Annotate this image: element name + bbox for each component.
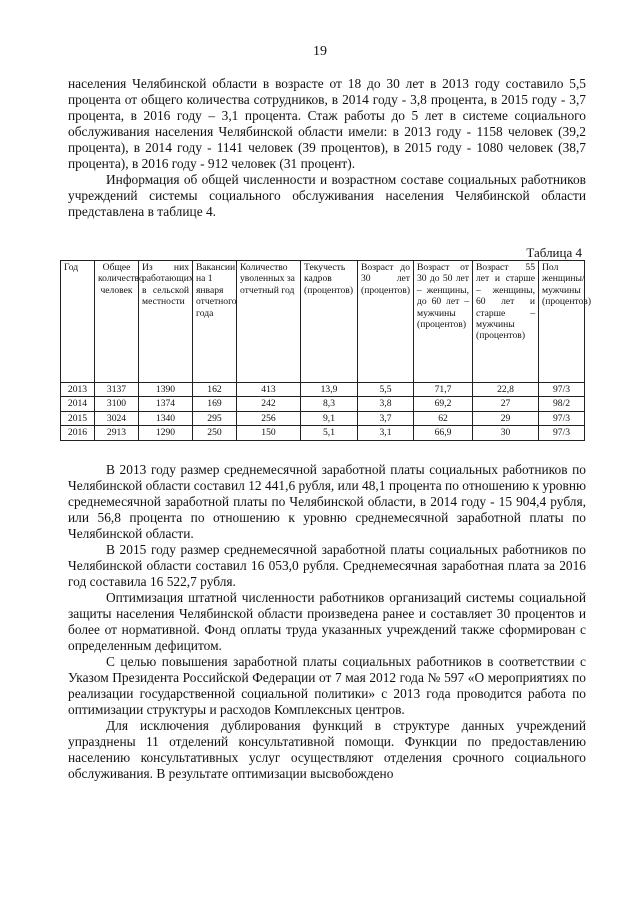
cell-dismissed: 256: [237, 411, 301, 425]
table-caption: Таблица 4: [526, 245, 582, 260]
cell-turnover: 9,1: [301, 411, 358, 425]
header-turnover: Текучесть кадров (процентов): [301, 261, 358, 383]
cell-age-30-50: 66,9: [414, 426, 473, 440]
cell-age-under-30: 3,8: [358, 397, 414, 411]
cell-rural: 1290: [139, 426, 193, 440]
cell-age-55-plus: 29: [473, 411, 539, 425]
cell-vacancies: 250: [193, 426, 237, 440]
cell-year: 2015: [61, 411, 95, 425]
cell-dismissed: 242: [237, 397, 301, 411]
cell-dismissed: 150: [237, 426, 301, 440]
cell-dismissed: 413: [237, 383, 301, 397]
cell-year: 2014: [61, 397, 95, 411]
cell-gender: 98/2: [539, 397, 585, 411]
header-age-under-30: Возраст до 30 лет (процентов): [358, 261, 414, 383]
header-rural: Из них работающих в сельской местности: [139, 261, 193, 383]
table-row: [61, 397, 585, 411]
cell-age-55-plus: 27: [473, 397, 539, 411]
header-dismissed: Количество уволенных за отчетный год: [237, 261, 301, 383]
cell-age-under-30: 3,1: [358, 426, 414, 440]
cell-turnover: 5,1: [301, 426, 358, 440]
cell-age-55-plus: 22,8: [473, 383, 539, 397]
staff-table: [60, 260, 592, 441]
header-year: Год: [61, 261, 95, 383]
cell-gender: 97/3: [539, 383, 585, 397]
cell-total: 3024: [95, 411, 139, 425]
cell-age-55-plus: 30: [473, 426, 539, 440]
cell-rural: 1374: [139, 397, 193, 411]
cell-vacancies: 295: [193, 411, 237, 425]
cell-gender: 97/3: [539, 411, 585, 425]
header-total: Общее количество человек: [95, 261, 139, 383]
paragraph-staff-optimization: Оптимизация штатной численности работников организаций системы социальной защиты населения Челябинской области произведена ранее и составляет 30 процентов и более от нормативной. Фонд оплаты труда указанных учреждений также сформирован с определенным дефицитом.: [68, 590, 586, 653]
paragraph-presidential-decree: С целью повышения заработной платы социальных работников в соответствии с Указом Президента Российской Федерации от 7 мая 2012 года № 597 «О мероприятиях по реализации государственной социальной политики» с 2013 года проводится работа по оптимизации структуры и расходов Комплексных центров.: [68, 654, 586, 717]
cell-total: 3100: [95, 397, 139, 411]
table-row: [61, 383, 585, 397]
paragraph-salary-2015-2016: В 2015 году размер среднемесячной заработной платы социальных работников по Челябинской области составил 16 053,0 рубля. Среднемесячная заработная плата за 2016 год составила 16 522,7 рубля.: [68, 542, 586, 589]
paragraph-continued: населения Челябинской области в возрасте от 18 до 30 лет в 2013 году составило 5,5 процента от общего количества сотрудников, в 2014 году - 3,8 процента, в 2015 году - 3,7 процента, в 2016 году – 3,1 процента. Стаж работы до 5 лет в системе социального обслуживания населения Челябинской области имели: в 2013 году - 1158 человек (39,2 процента), в 2014 году - 1141 человек (39 процентов), в 2015 году - 1080 человек (38,7 процента), в 2016 году - 912 человек (31 процент).: [68, 76, 586, 171]
intro-text: [68, 76, 586, 220]
main-text: [68, 462, 586, 782]
cell-rural: 1340: [139, 411, 193, 425]
cell-gender: 97/3: [539, 426, 585, 440]
cell-age-30-50: 69,2: [414, 397, 473, 411]
paragraph-table-intro: Информация об общей численности и возрастном составе социальных работников учреждений системы социального обслуживания населения Челябинской области представлена в таблице 4.: [68, 172, 586, 219]
cell-vacancies: 169: [193, 397, 237, 411]
table-row: [61, 426, 585, 440]
cell-total: 3137: [95, 383, 139, 397]
header-gender: Пол женщины/мужчины (процентов): [539, 261, 585, 383]
cell-turnover: 13,9: [301, 383, 358, 397]
table-row: [61, 411, 585, 425]
cell-age-30-50: 71,7: [414, 383, 473, 397]
paragraph-duplication: Для исключения дублирования функций в структуре данных учреждений упразднены 11 отделений консультативной помощи. Функции по предоставлению населению консультативных услуг осуществляют отделения срочного социального обслуживания. В результате оптимизации высвобождено: [68, 718, 586, 781]
cell-age-30-50: 62: [414, 411, 473, 425]
header-age-55-plus: Возраст 55 лет и старше – женщины, 60 лет и старше – мужчины (процентов): [473, 261, 539, 383]
header-vacancies: Вакансии на 1 января отчетного года: [193, 261, 237, 383]
table-header-row: [61, 261, 585, 383]
cell-turnover: 8,3: [301, 397, 358, 411]
cell-rural: 1390: [139, 383, 193, 397]
cell-year: 2016: [61, 426, 95, 440]
page-number: 19: [313, 44, 327, 59]
cell-age-under-30: 3,7: [358, 411, 414, 425]
cell-year: 2013: [61, 383, 95, 397]
cell-age-under-30: 5,5: [358, 383, 414, 397]
cell-total: 2913: [95, 426, 139, 440]
header-age-30-50: Возраст от 30 до 50 лет – женщины, до 60 лет – мужчины (процентов): [414, 261, 473, 383]
cell-vacancies: 162: [193, 383, 237, 397]
paragraph-salary-2013-2014: В 2013 году размер среднемесячной заработной платы социальных работников по Челябинской области составил 12 441,6 рубля, или 48,1 процента по отношению к уровню среднемесячной заработной платы по Челябинской области, в 2014 году - 15 904,4 рубля, или 56,8 процента по отношению к уровню среднемесячной заработной платы по Челябинской области.: [68, 462, 586, 541]
